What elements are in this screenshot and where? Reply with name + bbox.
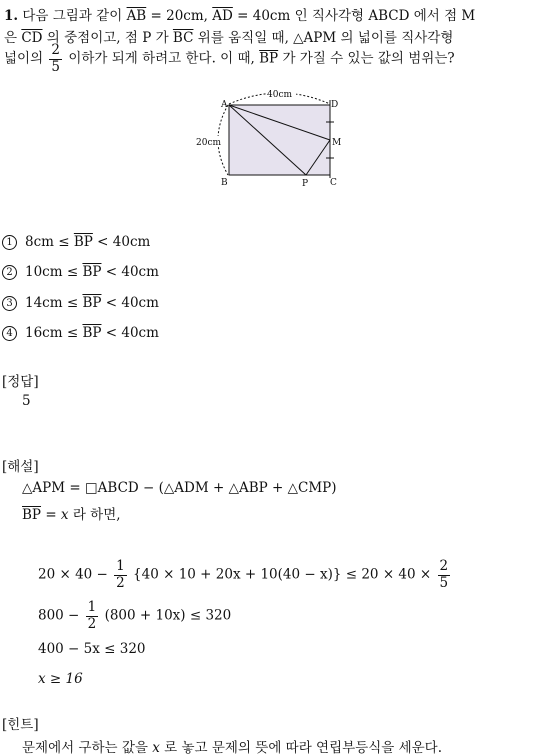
choice-number: 1 bbox=[2, 235, 17, 250]
rectangle-figure bbox=[0, 0, 534, 200]
explanation-header: [해설] bbox=[2, 459, 39, 475]
point-m-label: M bbox=[332, 138, 342, 148]
segment-cd: $\overline{CD}$ bbox=[21, 30, 43, 46]
choice-number: 4 bbox=[2, 326, 17, 341]
inequality-step-3: 400 − 5x ≤ 320 bbox=[38, 641, 146, 657]
choice-number: 2 bbox=[2, 265, 17, 280]
choice-4[interactable]: 4 $16cm \le \overline{BP} < 40cm$ bbox=[2, 325, 159, 341]
fraction-two-fifths: $\frac{2}{5}$ bbox=[51, 42, 61, 75]
hint-header: [힌트] bbox=[2, 717, 39, 733]
inequality-result: x ≥ 16 bbox=[38, 671, 83, 687]
left-dimension-label: 20cm bbox=[196, 138, 222, 148]
point-p-label: P bbox=[302, 179, 309, 189]
answer-header: [정답] bbox=[2, 374, 39, 390]
vertex-b-label: B bbox=[221, 178, 228, 188]
vertex-a-label: A bbox=[221, 100, 228, 110]
explanation-substitution: $\overline{BP} = x$ 라 하면, bbox=[22, 507, 121, 523]
inequality-step-1: 20 × 40 − $\frac{1}{2}$ {40 × 10 + 20x + 10(40 − x)} ≤ 20 × 40 × $\frac{2}{5}$ bbox=[38, 558, 449, 591]
choice-3[interactable]: 3 $14cm \le \overline{BP} < 40cm$ bbox=[2, 295, 159, 311]
explanation-area-equation: △APM = □ABCD − (△ADM + △ABP + △CMP) bbox=[22, 480, 337, 496]
inequality-step-2: 800 − $\frac{1}{2}$ (800 + 10x) ≤ 320 bbox=[38, 599, 232, 632]
question-line-2: 은 $\overline{CD}$ 의 중점이고, 점 P 가 $\overline{BC}$ 위를 움직일 때, △APM 의 넓이를 직사각형 bbox=[4, 30, 454, 46]
answer-value: 5 bbox=[22, 393, 31, 409]
segment-bc: $\overline{BC}$ bbox=[172, 30, 194, 46]
segment-bp: $\overline{BP}$ bbox=[259, 50, 279, 67]
segment-ad: $\overline{AD}$ bbox=[212, 8, 233, 24]
rectangle-abcd bbox=[229, 105, 330, 175]
vertex-c-label: C bbox=[330, 178, 337, 188]
segment-ab: $\overline{AB}$ bbox=[126, 8, 147, 24]
choice-2[interactable]: 2 $10cm \le \overline{BP} < 40cm$ bbox=[2, 264, 159, 280]
hint-text: 문제에서 구하는 값을 x 로 놓고 문제의 뜻에 따라 연립부등식을 세운다. bbox=[22, 740, 442, 756]
question-line-3: 넓이의 $\frac{2}{5}$ 이하가 되게 하려고 한다. 이 때, $\overline{BP}$ 가 가질 수 있는 값의 범위는? bbox=[4, 42, 455, 75]
top-dimension-label: 40cm bbox=[267, 90, 293, 100]
question-line-1: 1. 다음 그림과 같이 $\overline{AB} = 20cm$, $\overline{AD} = 40cm$ 인 직사각형 ABCD 에서 점 M bbox=[4, 8, 476, 24]
choice-1[interactable]: 1 $8cm \le \overline{BP} < 40cm$ bbox=[2, 234, 150, 250]
choice-number: 3 bbox=[2, 296, 17, 311]
question-number: 1. bbox=[4, 8, 19, 24]
vertex-d-label: D bbox=[331, 100, 339, 110]
